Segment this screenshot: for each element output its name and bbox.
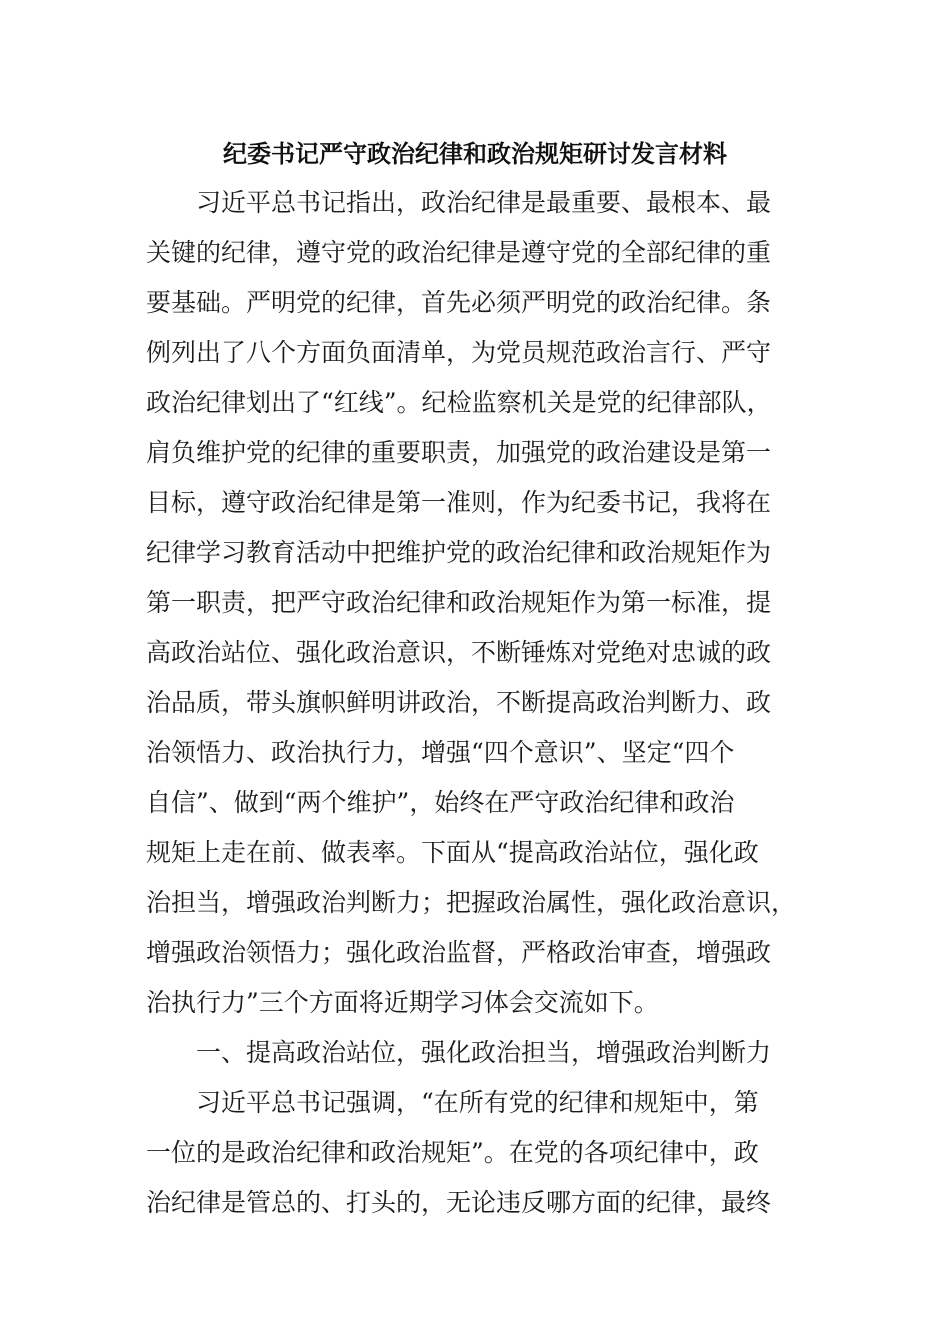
paragraph-2-line-2: 一位的是政治纪律和政治规矩”。在党的各项纪律中，政 [146,1138,759,1167]
paragraph-1-line-7: 目标，遵守政治纪律是第一准则，作为纪委书记，我将在 [146,488,772,517]
paragraph-1-line-17: 治执行力”三个方面将近期学习体会交流如下。 [146,988,659,1017]
paragraph-1-line-13: 自信”、做到“两个维护”，始终在严守政治纪律和政治 [146,788,735,817]
paragraph-1-line-10: 高政治站位、强化政治意识，不断锤炼对党绝对忠诚的政 [146,638,772,667]
document-body [146,178,806,1228]
paragraph-1-line-2: 关键的纪律，遵守党的政治纪律是遵守党的全部纪律的重 [146,238,772,267]
paragraph-1-line-16: 增强政治领悟力；强化政治监督，严格政治审查，增强政 [146,938,772,967]
paragraph-2-line-3: 治纪律是管总的、打头的，无论违反哪方面的纪律，最终 [146,1188,772,1217]
paragraph-1-line-1: 习近平总书记指出，政治纪律是最重要、最根本、最 [196,188,772,217]
paragraph-1-line-4: 例列出了八个方面负面清单，为党员规范政治言行、严守 [146,338,772,367]
paragraph-1-line-15: 治担当，增强政治判断力；把握政治属性，强化政治意识， [146,888,797,917]
paragraph-1-line-3: 要基础。严明党的纪律，首先必须严明党的政治纪律。条 [146,288,772,317]
paragraph-1-line-11: 治品质，带头旗帜鲜明讲政治，不断提高政治判断力、政 [146,688,772,717]
paragraph-1-line-8: 纪律学习教育活动中把维护党的政治纪律和政治规矩作为 [146,538,772,567]
paragraph-1-line-12: 治领悟力、政治执行力，增强“四个意识”、坚定“四个 [146,738,735,767]
section-heading-1: 一、提高政治站位，强化政治担当，增强政治判断力 [196,1038,772,1067]
paragraph-2-line-1: 习近平总书记强调，“在所有党的纪律和规矩中，第 [196,1088,759,1117]
document-title: 纪委书记严守政治纪律和政治规矩研讨发言材料 [223,139,727,168]
paragraph-1-line-6: 肩负维护党的纪律的重要职责，加强党的政治建设是第一 [146,438,772,467]
paragraph-1-line-14: 规矩上走在前、做表率。下面从“提高政治站位，强化政 [146,838,759,867]
paragraph-1-line-9: 第一职责，把严守政治纪律和政治规矩作为第一标准，提 [146,588,772,617]
paragraph-1-line-5: 政治纪律划出了“红线”。纪检监察机关是党的纪律部队， [146,388,772,417]
